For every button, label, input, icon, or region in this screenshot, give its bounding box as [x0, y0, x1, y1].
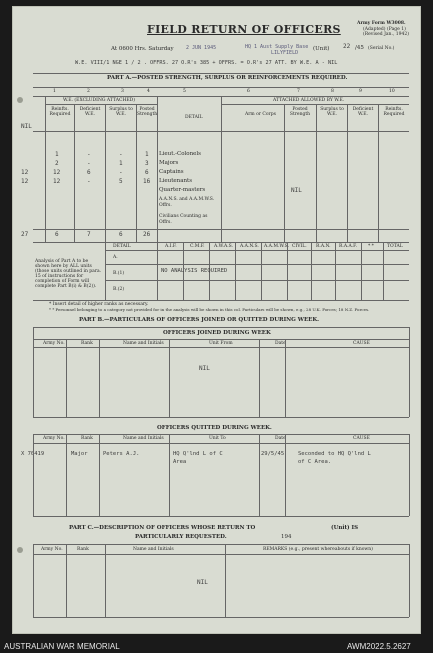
- rule: [33, 347, 409, 348]
- total-c3: 6: [119, 231, 123, 238]
- total-c1: 6: [55, 231, 59, 238]
- cell-r4-c3: 5: [119, 178, 123, 185]
- rule: [33, 229, 409, 230]
- joined-h-army-no: Army No.: [43, 341, 65, 346]
- quitted-army-no: X 70419: [21, 451, 45, 457]
- col-num-6: 6: [247, 89, 250, 94]
- rule: [66, 434, 67, 516]
- col-num-4: 4: [147, 89, 150, 94]
- joined-h-rank: Rank: [81, 341, 93, 346]
- cell-r4-c4: 16: [143, 178, 151, 185]
- joined-h-date: Date: [275, 341, 286, 346]
- header-deficient-we: Deficient W.E.: [79, 107, 101, 117]
- rule: [285, 339, 286, 417]
- analysis-aamws: A.A.M.W.S.: [264, 244, 290, 249]
- punch-hole: [17, 97, 23, 103]
- rule: [33, 417, 409, 418]
- quitted-title: OFFICERS QUITTED DURING WEEK.: [157, 425, 272, 431]
- rule: [409, 327, 410, 417]
- serial-number: 22: [343, 43, 351, 50]
- footnote-2: * * Personnel belonging to a category not provided for in the analysis will be shown in this col. Particulars will be shown, e.g., 28 U.K. Forces; 18 N.Z. Forces.: [49, 307, 370, 312]
- footer-source: AUSTRALIAN WAR MEMORIAL: [4, 642, 120, 651]
- archive-footer: [0, 640, 433, 653]
- rule: [169, 339, 170, 417]
- joined-nil: NIL: [199, 365, 210, 372]
- col-num-3: 3: [121, 89, 124, 94]
- punch-hole: [17, 547, 23, 553]
- quitted-cause-2: of C Area.: [298, 459, 332, 465]
- header-reinfts-att: Reinfts. Required: [383, 107, 405, 117]
- rank-aans-aamws: A.A.N.S. and A.A.M.W.S. Offrs.: [159, 197, 215, 208]
- rule: [33, 339, 409, 340]
- quitted-h-date: Date: [275, 436, 286, 441]
- joined-title: OFFICERS JOINED DURING WEEK: [163, 330, 271, 336]
- cell-r2-c2: -: [87, 160, 91, 167]
- rule: [33, 516, 409, 517]
- cell-r3-c3: -: [119, 169, 123, 176]
- quitted-unit-to-2: Area: [173, 459, 187, 465]
- col-num-9: 9: [359, 89, 362, 94]
- rule: [259, 434, 260, 516]
- analysis-row-b1: B.(1): [113, 271, 125, 276]
- margin-mark-nil: NIL: [21, 123, 32, 130]
- cell-r1-c2: -: [87, 151, 91, 158]
- rank-lieutenants: Lieutenants: [159, 178, 193, 184]
- rule: [225, 544, 226, 617]
- part-c-h-army-no: Army No.: [41, 547, 63, 552]
- rule: [285, 434, 286, 516]
- col-num-8: 8: [331, 89, 334, 94]
- rule: [105, 104, 106, 242]
- analysis-raaf: R.A.A.F.: [339, 244, 358, 249]
- analysis-row-b2: B.(2): [113, 287, 125, 292]
- footnote-1: * Insert detail of higher ranks as necessary.: [49, 302, 149, 307]
- rule: [105, 250, 409, 251]
- we-line: W.E. VIII/1 NGE 1 / 2 . OFFRS. 27 O.R's 385 + OFFRS. = O.R's 27 ATT. BY W.E. A - NIL: [75, 60, 338, 66]
- rule: [45, 104, 157, 105]
- analysis-cmf: C.M.F.: [190, 244, 205, 249]
- rule: [74, 104, 75, 242]
- cell-r2-c4: 3: [145, 160, 149, 167]
- cell-r3-c1: 12: [53, 169, 61, 176]
- rule: [383, 242, 384, 300]
- rule: [378, 104, 379, 242]
- form-page: [12, 6, 421, 634]
- rule: [261, 242, 262, 300]
- unit-stamp-location: LILYFIELD: [271, 50, 299, 56]
- quitted-h-rank: Rank: [81, 436, 93, 441]
- quitted-rank: Major: [71, 451, 88, 457]
- joined-h-cause: CAUSE: [353, 341, 370, 346]
- rule: [105, 280, 409, 281]
- quitted-h-cause: CAUSE: [353, 436, 370, 441]
- rank-quartermasters: Quarter-masters: [159, 187, 206, 193]
- rule: [157, 96, 158, 242]
- rule: [33, 242, 409, 243]
- analysis-note: Analysis of Part A to be shown here by ALL units (those units outlined in para. 15 of instructions for completion of Form will complete Part B(i) & B(2)).: [35, 259, 102, 289]
- rule: [33, 434, 409, 435]
- we-excluding-attached: W.E. (EXCLUDING ATTACHED): [63, 98, 136, 103]
- cell-r1-c1: 1: [55, 151, 59, 158]
- rule: [235, 242, 236, 300]
- rule: [66, 544, 67, 617]
- header-surplus-we: Surplus to W.E.: [109, 107, 133, 117]
- rank-majors: Majors: [159, 160, 179, 166]
- at-hours-label: At 0600 Hrs. Saturday: [111, 46, 174, 52]
- rule: [157, 242, 158, 300]
- rule: [311, 242, 312, 300]
- quitted-unit-to: HQ Q'lnd L of C: [173, 451, 223, 457]
- rule: [33, 443, 409, 444]
- header-deficient-att: Deficient W.E.: [352, 107, 374, 117]
- rule: [409, 544, 410, 617]
- rule: [99, 339, 100, 417]
- rule: [33, 87, 409, 88]
- rule: [409, 434, 410, 516]
- joined-h-unit-from: Unit From: [209, 341, 233, 346]
- rule: [45, 96, 46, 242]
- header-posted-strength: Posted Strength: [137, 107, 158, 117]
- rule: [99, 434, 100, 516]
- rule: [33, 554, 409, 555]
- analysis-other: * *: [368, 244, 374, 249]
- header-arm-corps: Arm or Corps: [245, 112, 276, 117]
- part-c-nil: NIL: [197, 579, 208, 586]
- date-stamp: 2 JUN 1945: [186, 45, 217, 51]
- joined-h-name: Name and Initials: [123, 341, 164, 346]
- unit-label: (Unit): [313, 46, 330, 52]
- quitted-date: 29/5/45: [261, 451, 285, 457]
- attached-allowed: ATTACHED ALLOWED BY W.E.: [273, 98, 345, 103]
- analysis-row-a: A.: [113, 255, 118, 260]
- col-num-7: 7: [297, 89, 300, 94]
- col-num-10: 10: [389, 89, 395, 94]
- analysis-typed: NO ANALYSIS REQUIRED: [161, 268, 228, 274]
- analysis-detail: DETAIL: [113, 244, 131, 249]
- quitted-name: Peters A.J.: [103, 451, 140, 457]
- total-c2: 7: [87, 231, 91, 238]
- part-c-h-name: Name and Initials: [133, 547, 174, 552]
- rule: [105, 242, 106, 300]
- quitted-h-name: Name and Initials: [123, 436, 164, 441]
- footer-accession: AWM2022.5.2627: [347, 642, 411, 651]
- rule: [33, 300, 409, 301]
- header-detail: DETAIL: [185, 115, 203, 120]
- rule: [287, 242, 288, 300]
- rule: [136, 104, 137, 242]
- quitted-h-unit-to: Unit To: [209, 436, 226, 441]
- analysis-aans: A.A.N.S.: [240, 244, 259, 249]
- rule: [105, 544, 106, 617]
- cell-r1-c4: 1: [145, 151, 149, 158]
- part-b-title: PART B.—PARTICULARS OF OFFICERS JOINED OR QUITTED DURING WEEK.: [79, 317, 320, 323]
- analysis-civil: CIVIL.: [292, 244, 307, 249]
- part-c-title: PART C.—DESCRIPTION OF OFFICERS WHOSE RETURN TO: [69, 525, 256, 531]
- serial-label: (Serial No.): [368, 46, 395, 51]
- rule: [33, 617, 409, 618]
- part-c-h-remarks: REMARKS (e.g., present whereabouts if known): [263, 547, 373, 552]
- part-c-h-rank: Rank: [77, 547, 89, 552]
- part-c-unit-is: (Unit) IS: [331, 525, 359, 531]
- col-num-2: 2: [87, 89, 90, 94]
- margin-total: 27: [21, 231, 29, 238]
- cell-r1-c3: -: [119, 151, 123, 158]
- rule: [33, 544, 409, 545]
- margin-mark-12a: 12: [21, 169, 29, 176]
- form-reference: Army Form W3008.: [357, 21, 406, 26]
- part-c-year: 194: [281, 534, 292, 540]
- cell-r4-c2: -: [87, 178, 91, 185]
- rule: [33, 327, 409, 328]
- attached-nil: NIL: [291, 187, 302, 194]
- rule: [33, 73, 409, 74]
- col-num-1: 1: [53, 89, 56, 94]
- rule: [169, 434, 170, 516]
- rank-lieut-colonels: Lieut.-Colonels: [159, 151, 201, 157]
- rule: [259, 339, 260, 417]
- analysis-total: TOTAL: [387, 244, 403, 249]
- rule: [33, 327, 34, 417]
- header-posted-strength-att: Posted Strength: [289, 107, 311, 117]
- rule: [221, 96, 222, 242]
- col-num-5: 5: [183, 89, 186, 94]
- cell-r2-c1: 2: [55, 160, 59, 167]
- cell-r2-c3: 1: [119, 160, 123, 167]
- rule: [335, 242, 336, 300]
- header-reinfts-required: Reinfts. Required: [49, 107, 71, 117]
- cell-r4-c1: 12: [53, 178, 61, 185]
- rule: [316, 104, 317, 242]
- rule: [33, 544, 34, 617]
- unit-stamp: HQ 1 Aust Supply Base: [245, 44, 309, 50]
- part-a-title: PART A.—POSTED STRENGTH, SURPLUS OR REINFORCEMENTS REQUIRED.: [107, 75, 348, 81]
- rule: [361, 242, 362, 300]
- analysis-aif: A.I.F.: [165, 244, 177, 249]
- rule: [347, 104, 348, 242]
- analysis-awas: A.W.A.S.: [214, 244, 233, 249]
- rule: [33, 434, 34, 516]
- form-adapted: (Adapted) (Page 1): [363, 27, 406, 32]
- quitted-h-army-no: Army No.: [43, 436, 65, 441]
- cell-r3-c4: 6: [145, 169, 149, 176]
- serial-suffix: /45: [355, 45, 364, 51]
- quitted-cause: Seconded to HQ Q'lnd L: [298, 451, 371, 457]
- rule: [66, 339, 67, 417]
- margin-mark-12b: 12: [21, 178, 29, 185]
- header-surplus-att: Surplus to W.E.: [320, 107, 344, 117]
- rank-captains: Captains: [159, 169, 184, 175]
- rank-civilians: Civilians Counting as Offrs.: [159, 214, 208, 225]
- part-c-requested: PARTICULARLY REQUESTED.: [135, 534, 227, 540]
- form-revised: (Revised Jan., 1942): [363, 32, 409, 37]
- cell-r3-c2: 6: [87, 169, 91, 176]
- total-c4: 26: [143, 231, 151, 238]
- rule: [105, 264, 409, 265]
- rule: [221, 104, 409, 105]
- analysis-ran: R.A.N.: [316, 244, 331, 249]
- rule: [284, 104, 285, 242]
- form-title: FIELD RETURN OF OFFICERS: [147, 23, 341, 36]
